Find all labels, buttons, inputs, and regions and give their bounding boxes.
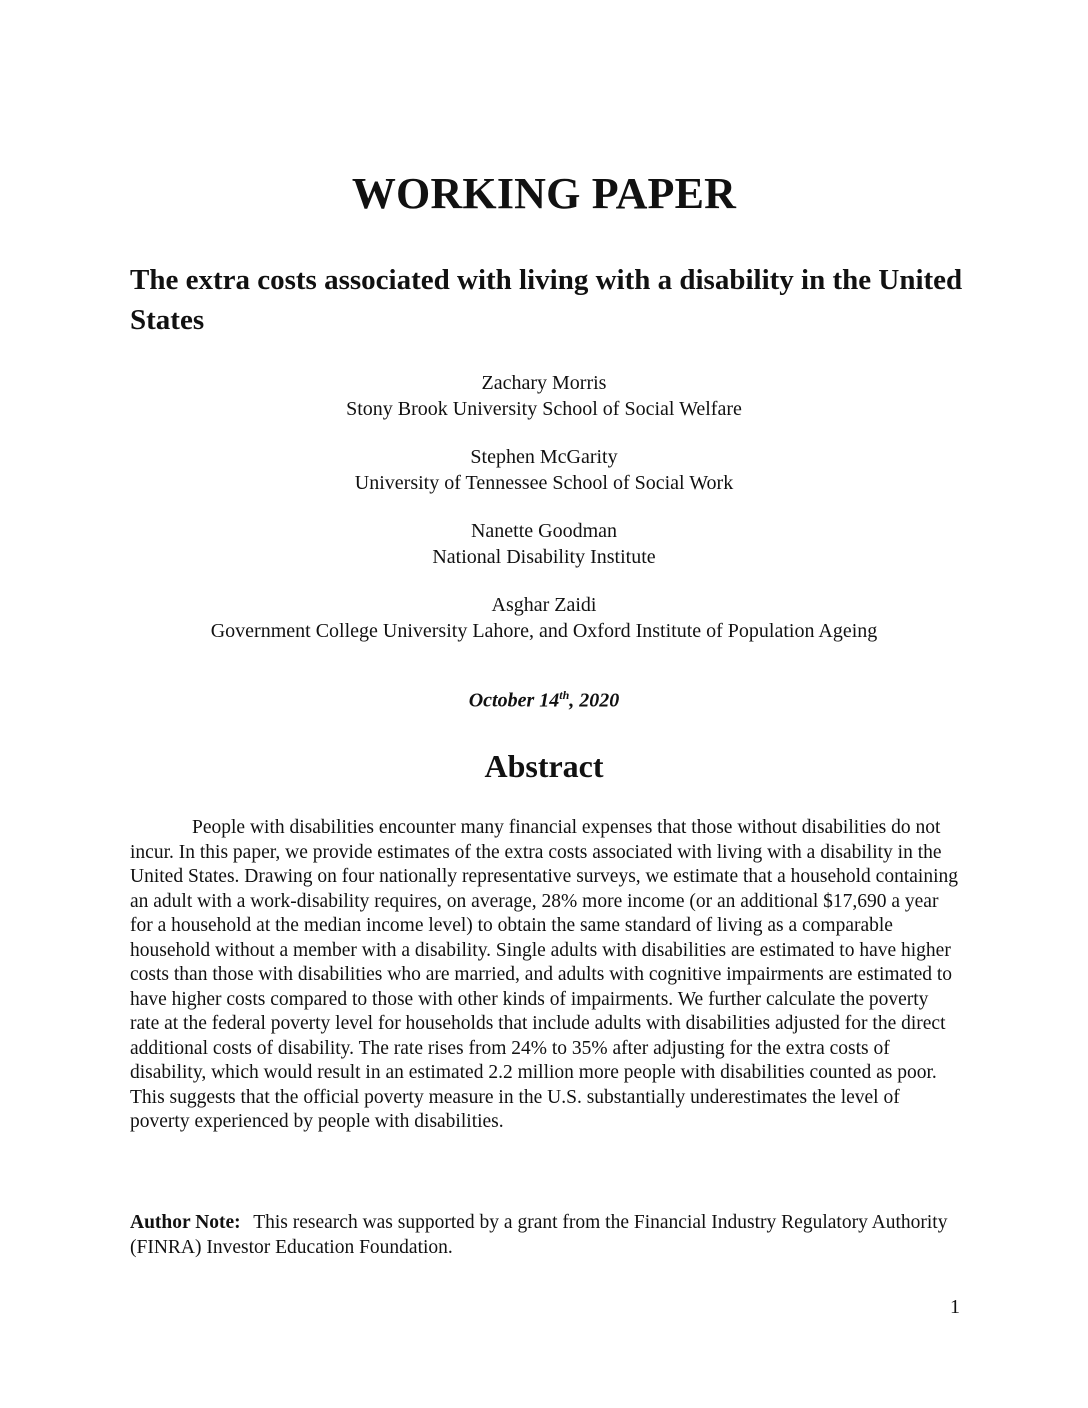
abstract-text: People with disabilities encounter many financial expenses that those without disabilities do not incur. In this paper, we provide estimates of the extra costs associated with living with a disability in the United States. Drawing on four nationally representative surveys, we estimate that a household containing an adult with a work-disability requires, on average, 28% more income (or an additional $17,690 a year for a household at the median income level) to obtain the same standard of living as a comparable household without a member with a disability. Single adults with disabilities are estimated to have higher costs than those with disabilities who are married, and adults with cognitive impairments are estimated to have higher costs compared to those with other kinds of impairments. We further calculate the poverty rate at the federal poverty level for households that include adults with disabilities adjusted for the direct additional costs of disability. The rate rises from 24% to 35% after adjusting for the extra costs of disability, which would result in an estimated 2.2 million more people with disabilities counted as poor. This suggests that the official poverty measure in the U.S. substantially underestimates the level of poverty experienced by people with disabilities.	[130, 817, 958, 1132]
author-note-label: Author Note:	[130, 1212, 241, 1233]
paper-title: The extra costs associated with living with a disability in the United States	[130, 264, 963, 336]
author-name: Stephen McGarity	[470, 446, 618, 468]
author-affiliation: National Disability Institute	[432, 546, 656, 568]
abstract-heading: Abstract	[484, 748, 604, 784]
author-name: Asghar Zaidi	[491, 594, 597, 616]
author-affiliation: Government College University Lahore, and Oxford Institute of Population Ageing	[210, 620, 878, 642]
publication-date	[0, 688, 1088, 713]
author-name: Nanette Goodman	[470, 520, 618, 542]
author-block	[0, 518, 1088, 570]
date-year: , 2020	[569, 689, 620, 712]
date-month-day: October 14	[468, 689, 560, 712]
author-affiliation: University of Tennessee School of Social Work	[354, 472, 734, 494]
author-note-text: This research was supported by a grant from the Financial Industry Regulatory Authority (FINRA) Investor Education Foundation.	[130, 1212, 948, 1258]
author-affiliation: Stony Brook University School of Social Welfare	[346, 398, 742, 420]
author-block	[0, 592, 1088, 644]
page-number: 1	[950, 1296, 960, 1318]
author-name: Zachary Morris	[481, 372, 607, 394]
date-suffix: th	[559, 688, 570, 702]
author-note	[130, 1210, 960, 1260]
author-block	[0, 370, 1088, 422]
working-paper-heading: WORKING PAPER	[351, 169, 737, 218]
author-block	[0, 444, 1088, 496]
